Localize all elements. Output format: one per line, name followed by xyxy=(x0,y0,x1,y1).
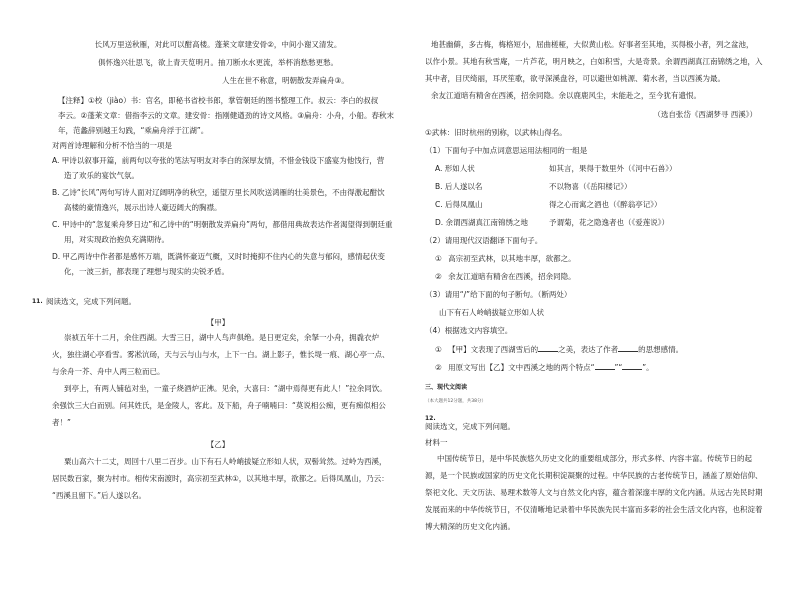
answer-blank[interactable] xyxy=(595,362,615,370)
sub2-item-2 xyxy=(435,272,576,282)
jia-line-3: 与余舟一芥、舟中人两三粒而已。 xyxy=(52,367,165,376)
sub2-item-2-text: 余友江道暗有精舍在西溪，招余同隐。 xyxy=(448,272,576,281)
sub1-option-a-left[interactable]: A. 形如人状 xyxy=(435,164,475,173)
note-line-1: 【注释】①校（jiào）书：官名，即秘书省校书郎，掌管朝廷的图书整理工作。叔云：李白的叔叔 xyxy=(58,96,379,105)
sub1-option-d-right: 予谓菊，花之隐逸者也（《爱莲说》） xyxy=(549,218,669,227)
sub4-item-1-mid: 之美，表达了作者 xyxy=(558,345,619,354)
answer-blank[interactable] xyxy=(618,344,638,352)
sub2-item-2-mark: ② xyxy=(435,272,442,281)
jia-line-6: 者！” xyxy=(52,418,71,427)
option-a-line-2[interactable]: 造了欢乐的宴饮气氛。 xyxy=(64,171,139,180)
sub1-option-b-right: 不以物喜（《岳阳楼记》） xyxy=(549,182,632,191)
question-11-number: 11. xyxy=(32,298,43,305)
section-3-note: （本大题共12分题，共38分） xyxy=(425,399,486,404)
yi-line-3: “西溪且留下。”后人遂以名。 xyxy=(52,491,147,500)
sub4-item-2 xyxy=(435,362,654,373)
yi-line-2: 居民数百家，聚为村市。相传宋南渡时，高宗初至武林①，以其地丰厚，欲都之。后得凤凰山，乃云： xyxy=(52,474,389,483)
poem-line-3: 人生在世不称意，明朝散发弄扁舟③。 xyxy=(222,76,349,85)
option-d-line-2[interactable]: 化，一波三折，都表现了理想与现实的尖锐矛盾。 xyxy=(64,267,229,276)
option-b-line-1[interactable]: B. 乙诗“长风”两句写诗人面对辽阔明净的秋空，遥望万里长风吹送鸿雁的壮美景色，不由得激起酣饮 xyxy=(52,188,385,197)
yi-line-1: 粟山高六十二丈，周回十八里二百步。山下有石人岭峭拔疑立形如人状，双髻耸然。过岭为西溪， xyxy=(64,457,387,466)
material-line-4: 发展而来的中华传统节日，不仅清晰地记录着中华民族先民丰富而多彩的社会生活文化内容，也积淀着 xyxy=(425,505,763,514)
cont-line-1: 地甚幽僻，多古梅，梅格短小，屈曲槎桠，大似黄山松。好事者至其地，买得极小者，列之盆池， xyxy=(431,40,754,49)
answer-blank[interactable] xyxy=(622,362,642,370)
sub4-item-2-post: ”。 xyxy=(642,363,654,372)
sub3-sentence: 山下有石人岭峭拔疑立形如人状 xyxy=(439,308,544,317)
question-12-number: 12. xyxy=(425,415,436,422)
sub2-item-1 xyxy=(435,254,576,264)
sub1-option-a-right: 如其言，果得于数里外（《河中石兽》） xyxy=(549,164,677,173)
sub4-item-2-pre: 用原文写出【乙】文中西溪之地的两个特点“ xyxy=(448,363,595,372)
sub4-item-1 xyxy=(435,344,683,355)
option-a-line-1[interactable]: A. 甲诗以叙事开篇，前两句以夸张的笔法写明友对李白的深厚友情，不惜金钱设下盛宴为他饯行，营 xyxy=(52,156,385,165)
sub1-option-c-right: 得之心而寓之酒也（《醉翁亭记》） xyxy=(549,200,662,209)
section-3-heading: 三、现代文阅读 xyxy=(425,384,468,391)
sub4-item-1-mark: ① xyxy=(435,345,442,354)
footnote: ①武林：旧时杭州的别称，以武林山得名。 xyxy=(425,128,567,137)
jia-line-2: 火，独往湖心亭看雪。雾凇沆砀，天与云与山与水，上下一白。湖上影子，惟长堤一痕、湖心亭一点、 xyxy=(52,350,390,359)
sub-question-1: （1）下面句子中加点词意思运用法相同的一组是 xyxy=(425,146,588,155)
material-line-5: 博大精深的历史文化内涵。 xyxy=(425,522,515,531)
option-c-line-1[interactable]: C. 甲诗中的“忽复乘舟梦日边”和乙诗中的“明朝散发弄扁舟”两句，都借用典故表达作者渴望得到朝廷重 xyxy=(52,220,393,229)
poem-line-1: 长风万里送秋雁，对此可以酣高楼。蓬莱文章建安骨②，中间小谢又清发。 xyxy=(94,40,342,49)
material-label: 材料一 xyxy=(425,438,448,447)
note-line-3: 年，范蠡辞别越王勾践，“乘扁舟浮于江湖”。 xyxy=(58,126,209,135)
poem-line-2: 俱怀逸兴壮思飞，欲上青天览明月。抽刀断水水更流，举杯消愁愁更愁。 xyxy=(98,58,338,67)
sub1-option-c-left[interactable]: C. 后得凤凰山 xyxy=(435,200,483,209)
sub1-option-d-left[interactable]: D. 余谓西湖真江南锦绣之地 xyxy=(435,218,529,227)
sub-question-2: （2）请用现代汉语翻译下面句子。 xyxy=(425,236,543,245)
question-stem: 对两首诗理解和分析不恰当的一项是 xyxy=(52,141,172,150)
question-11-title: 阅读选文，完成下列问题。 xyxy=(46,297,136,306)
sub-question-3: （3）请用“/”给下面的句子断句。（断两处） xyxy=(425,290,572,299)
material-line-2: 源，是一个民族或国家的历史文化长期积淀凝聚的过程。中华民族的古老传统节日，涵盖了原始信仰、 xyxy=(425,471,763,480)
source-citation: （选自张岱《西湖梦寻 西溪》） xyxy=(653,110,757,119)
sub4-item-2-mid: ”“ xyxy=(614,363,623,372)
cont-line-2: 以作小景。其地有秋雪庵，一片芦花，明月映之，白如积雪，大是奇景。余谓西湖真江南锦绣之地，入 xyxy=(425,57,763,66)
question-12-title: 阅读选文，完成下列问题。 xyxy=(425,422,515,431)
jia-line-4: 到亭上，有两人铺毡对坐，一童子烧酒炉正沸。见余，大喜曰：“湖中焉得更有此人！”拉余同饮。 xyxy=(64,384,387,393)
sub-question-4: （4）根据选文内容填空。 xyxy=(425,326,513,335)
note-line-2: 李云。②蓬莱文章：借指李云的文章。建安骨：指刚健遒劲的诗文风格。③扁舟：小舟，小船。春秋末 xyxy=(58,111,394,120)
jia-line-1: 崇祯五年十二月，余住西湖。大雪三日，湖中人鸟声俱绝。是日更定矣，余拏一小舟，拥毳衣炉 xyxy=(64,333,379,342)
sub4-item-1-post: 的思想感情。 xyxy=(638,345,684,354)
answer-blank[interactable] xyxy=(538,344,558,352)
option-c-line-2[interactable]: 用，对实现政治抱负充满期待。 xyxy=(64,235,169,244)
yi-label: 【乙】 xyxy=(206,440,230,449)
sub1-option-b-left[interactable]: B. 后人遂以名 xyxy=(435,182,483,191)
material-line-1: 中国传统节日，是中华民族悠久历史文化的重要组成部分，形式多样、内容丰富。传统节日的起 xyxy=(437,454,752,463)
option-b-line-2[interactable]: 高楼的豪情逸兴，展示出诗人豪迈阔大的胸襟。 xyxy=(64,203,222,212)
sub2-item-1-mark: ① xyxy=(435,254,442,263)
sub4-item-2-mark: ② xyxy=(435,363,442,372)
jia-label: 【甲】 xyxy=(206,318,230,327)
jia-line-5: 余强饮三大白而别。问其姓氏，是金陵人，客此。及下船，舟子喃喃曰：“莫说相公痴，更有痴似相公 xyxy=(52,401,386,410)
material-line-3: 祭祀文化、天文历法、易理术数等人文与自然文化内容，蕴含着深邃丰厚的文化内涵。从远古先民时期 xyxy=(425,488,763,497)
cont-line-4: 余友江道暗有精舍在西溪，招余同隐。余以鹿鹿风尘，未能赴之，至今犹有遗恨。 xyxy=(431,91,701,100)
cont-line-3: 其中者，目厌绮丽，耳厌笙歌，欲寻深溪盘谷，可以避世如桃源、菊水者，当以西溪为最。 xyxy=(425,74,725,83)
sub2-item-1-text: 高宗初至武林，以其地丰厚，欲都之。 xyxy=(448,254,576,263)
sub4-item-1-pre: 【甲】文表现了西湖雪后的 xyxy=(448,345,539,354)
option-d-line-1[interactable]: D. 甲乙两诗中作者都是感怀万端，既满怀豪迈气概，又时时掩抑不住内心的失意与郁闷，感情起伏变 xyxy=(52,252,386,261)
